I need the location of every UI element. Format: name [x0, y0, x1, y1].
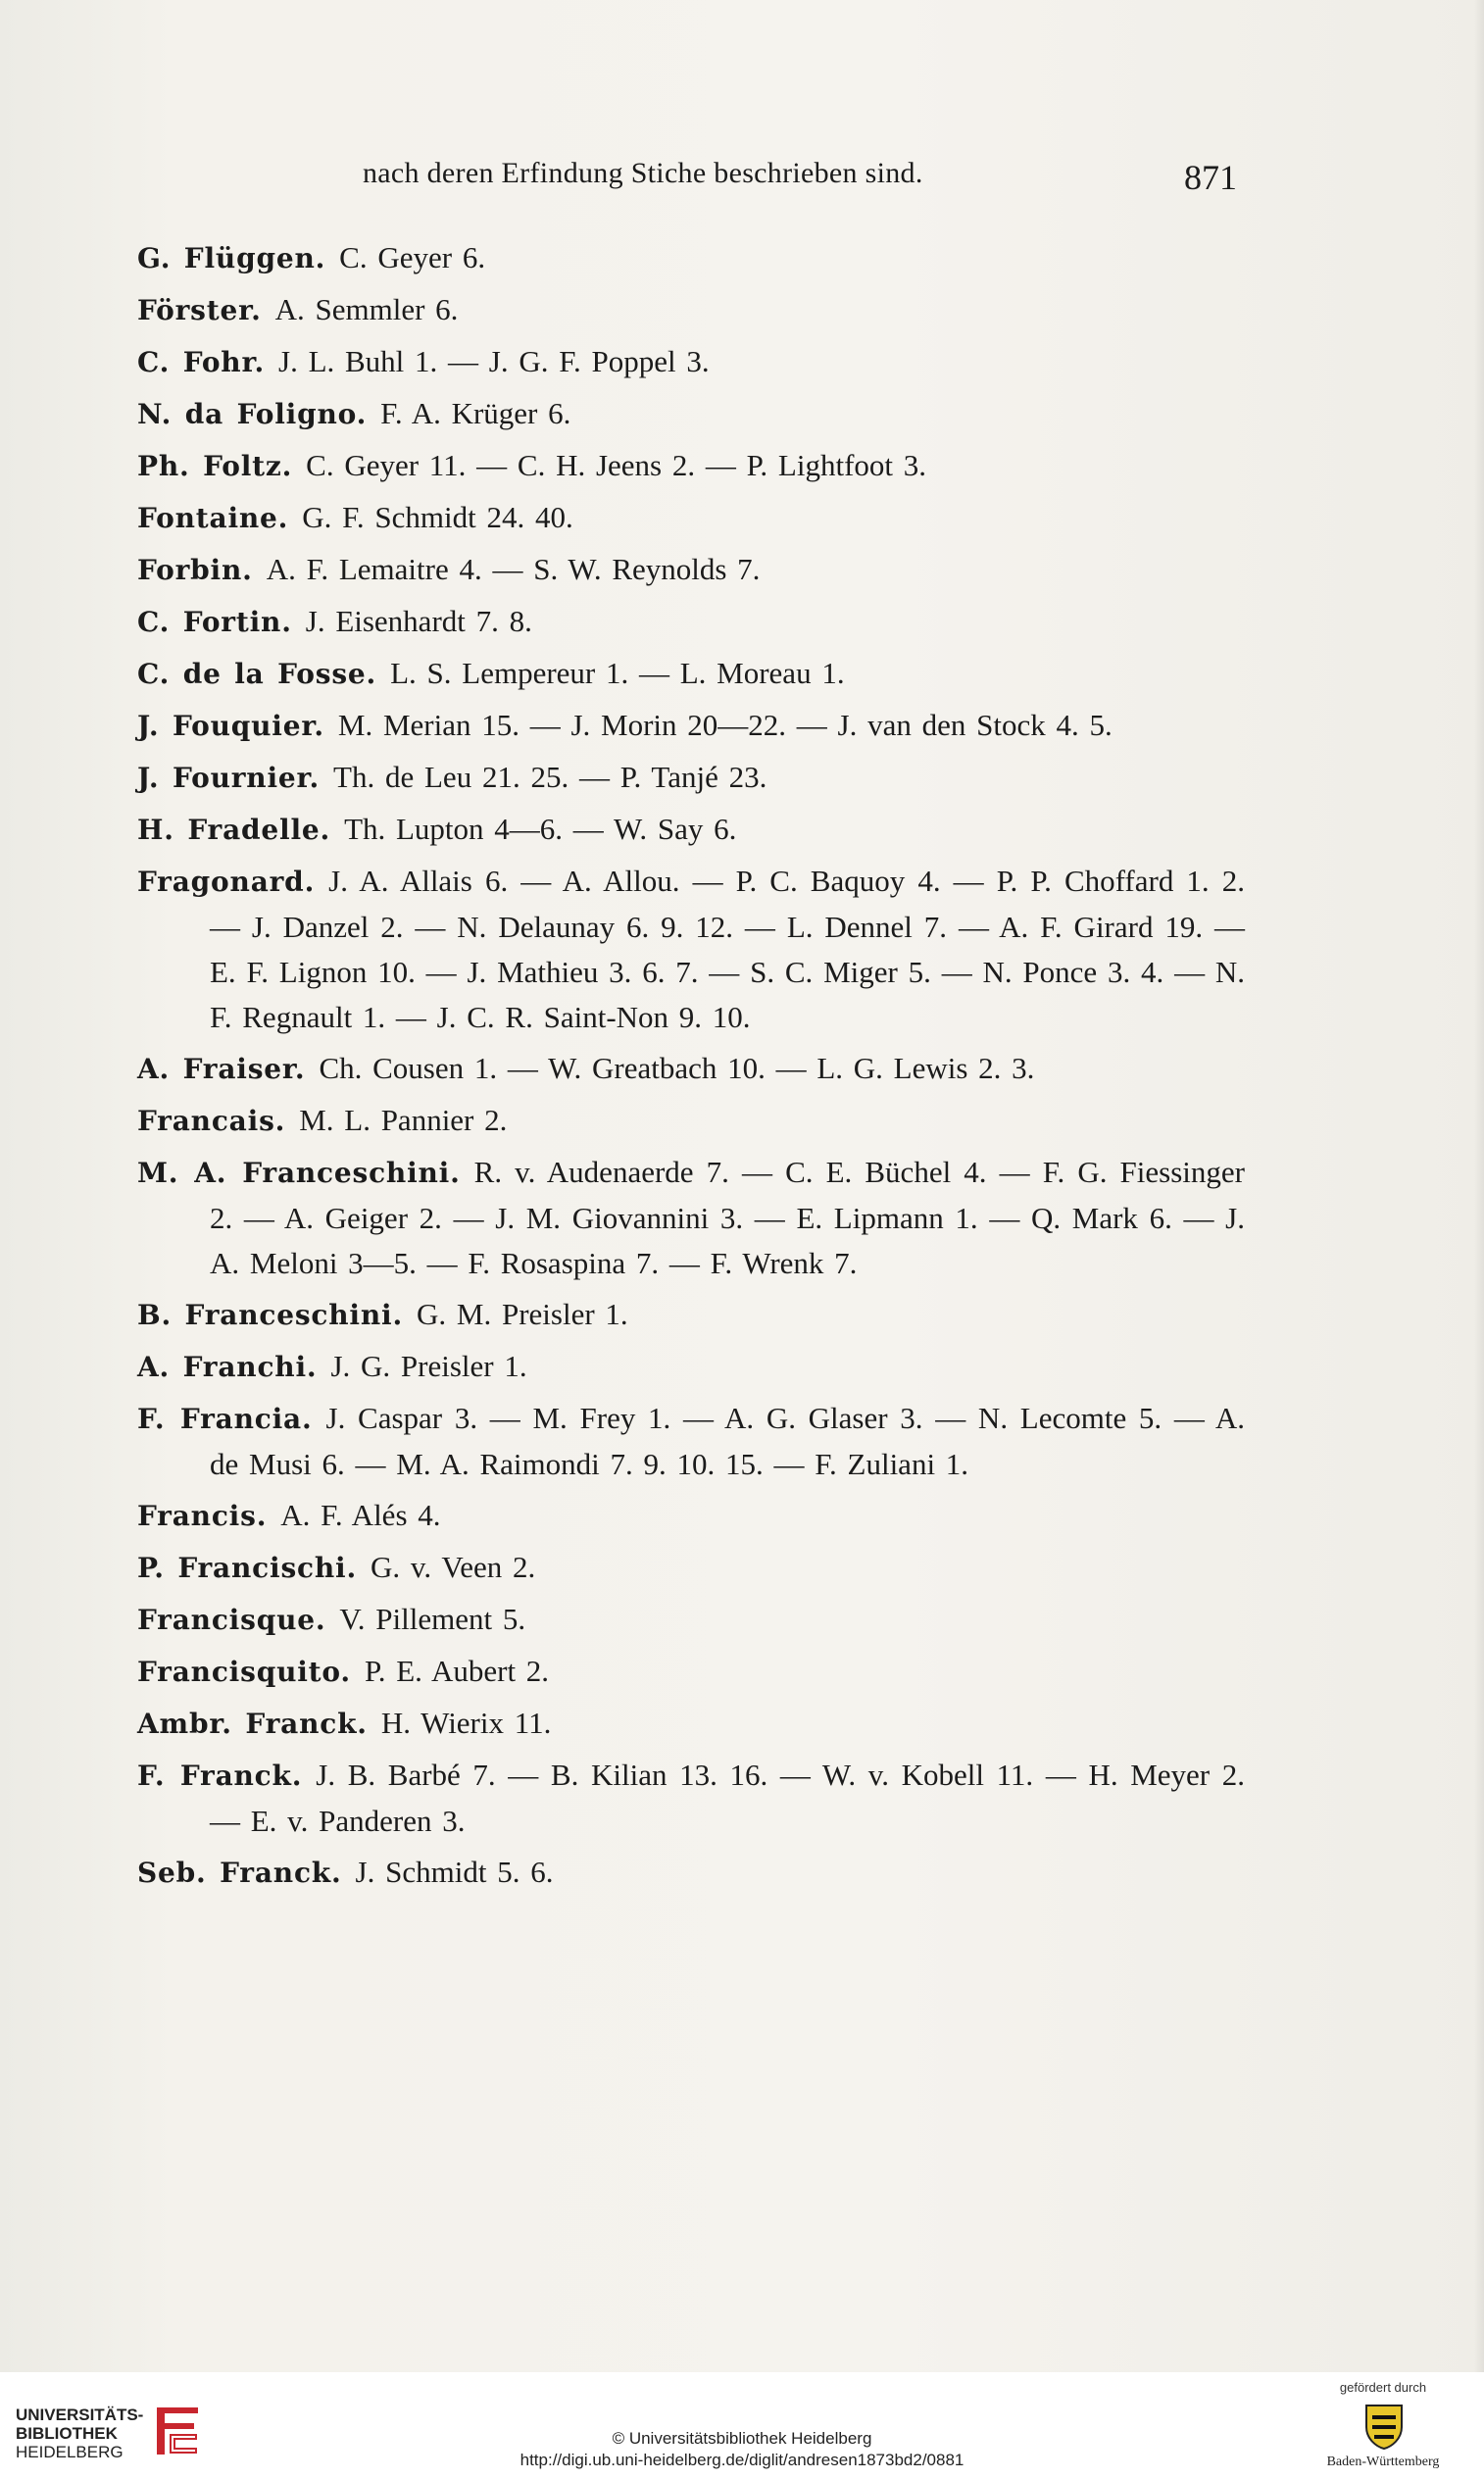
engraver-references: P. E. Aubert 2.	[364, 1654, 550, 1688]
index-entry	[137, 1753, 1245, 1844]
index-entry	[137, 1545, 1245, 1591]
engraver-references: A. F. Lemaitre 4. — S. W. Reynolds 7.	[266, 552, 761, 586]
index-entry	[137, 1493, 1245, 1539]
artist-name: J. Fournier.	[137, 762, 321, 794]
artist-name: Francisque.	[137, 1604, 326, 1636]
engraver-references: J. Eisenhardt 7. 8.	[305, 604, 532, 638]
library-name-line3: HEIDELBERG	[16, 2443, 124, 2461]
engraver-references: G. v. Veen 2.	[371, 1550, 536, 1584]
artist-name: H. Fradelle.	[137, 814, 331, 846]
engraver-references: C. Geyer 6.	[339, 240, 486, 274]
page-edge-shadow	[1474, 0, 1484, 2372]
index-entry	[137, 755, 1245, 801]
artist-name: G. Flüggen.	[137, 242, 326, 274]
artist-name: Francais.	[137, 1105, 286, 1137]
artist-name: M. A. Franceschini.	[137, 1157, 461, 1189]
engraver-references: J. B. Barbé 7. — B. Kilian 13. 16. — W. v. Kobell 11. — H. Meyer 2. — E. v. Panderen 3.	[210, 1758, 1245, 1838]
index-entry	[137, 859, 1245, 1040]
library-name-line2: BIBLIOTHEK	[16, 2424, 118, 2443]
page-number: 871	[1184, 158, 1237, 197]
engraver-references: J. L. Buhl 1. — J. G. F. Poppel 3.	[278, 344, 710, 378]
engraver-references: A. F. Alés 4.	[280, 1498, 441, 1532]
engraver-references: Ch. Cousen 1. — W. Greatbach 10. — L. G. Lewis 2. 3.	[319, 1051, 1035, 1085]
index-entry	[137, 1344, 1245, 1390]
artist-name: Seb. Franck.	[137, 1857, 342, 1889]
artist-name: Fragonard.	[137, 866, 316, 898]
engraver-references: Th. Lupton 4—6. — W. Say 6.	[344, 812, 737, 846]
engraver-references: J. Schmidt 5. 6.	[355, 1855, 554, 1889]
index-entry	[137, 1597, 1245, 1643]
artist-name: Francis.	[137, 1500, 268, 1532]
artist-name: J. Fouquier.	[137, 710, 324, 742]
copyright-notice: © Universitätsbibliothek Heidelberg	[612, 2429, 872, 2448]
engraver-references: F. A. Krüger 6.	[380, 396, 571, 430]
engraver-references: A. Semmler 6.	[274, 292, 459, 326]
index-entry	[137, 495, 1245, 541]
index-entry	[137, 547, 1245, 593]
engraver-references: C. Geyer 11. — C. H. Jeens 2. — P. Lightfoot 3.	[306, 448, 927, 482]
index-entry	[137, 599, 1245, 645]
artist-name: A. Fraiser.	[137, 1053, 306, 1085]
artist-name: A. Franchi.	[137, 1351, 318, 1383]
index-entry	[137, 391, 1245, 437]
library-name-line1: UNIVERSITÄTS-	[16, 2406, 144, 2424]
engraver-references: Th. de Leu 21. 25. — P. Tanjé 23.	[333, 760, 767, 794]
index-entry	[137, 1292, 1245, 1338]
index-entry	[137, 703, 1245, 749]
artist-name: C. Fohr.	[137, 346, 265, 378]
index-entry	[137, 339, 1245, 385]
index-entry	[137, 1150, 1245, 1286]
artist-name: B. Franceschini.	[137, 1299, 404, 1331]
index-entry	[137, 1046, 1245, 1092]
engraver-references: V. Pillement 5.	[339, 1602, 526, 1636]
index-entry	[137, 651, 1245, 697]
index-entry	[137, 235, 1245, 281]
artist-name: F. Francia.	[137, 1403, 313, 1435]
artist-name: C. de la Fosse.	[137, 658, 377, 690]
engraver-references: L. S. Lempereur 1. — L. Moreau 1.	[390, 656, 845, 690]
funded-by-label: gefördert durch	[1339, 2380, 1427, 2395]
artist-name: P. Francischi.	[137, 1552, 357, 1584]
index-entry	[137, 1098, 1245, 1144]
artist-name: Francisquito.	[137, 1656, 351, 1688]
index-entry	[137, 1396, 1245, 1487]
engraver-references: J. Caspar 3. — M. Frey 1. — A. G. Glaser 3. — N. Lecomte 5. — A. de Musi 6. — M. A. Raimondi 7. 9. 10. 15. — F. Zuliani 1.	[210, 1401, 1245, 1481]
engraver-references: G. M. Preisler 1.	[417, 1297, 628, 1331]
index-entry	[137, 1649, 1245, 1695]
engraver-references: J. G. Preisler 1.	[330, 1349, 527, 1383]
footer	[0, 2372, 1484, 2480]
engraver-references: R. v. Audenaerde 7. — C. E. Büchel 4. — F. G. Fiessinger 2. — A. Geiger 2. — J. M. Giovannini 3. — E. Lipmann 1. — Q. Mark 6. — J. A. Meloni 3—5. — F. Rosaspina 7. — F. Wrenk 7.	[210, 1155, 1245, 1280]
index-entry	[137, 807, 1245, 853]
index-entries	[137, 235, 1245, 1902]
index-entry	[137, 1850, 1245, 1896]
artist-name: F. Franck.	[137, 1760, 303, 1792]
index-entry	[137, 287, 1245, 333]
artist-name: C. Fortin.	[137, 606, 292, 638]
permalink-url[interactable]: http://digi.ub.uni-heidelberg.de/diglit/andresen1873bd2/0881	[519, 2451, 965, 2469]
engraver-references: G. F. Schmidt 24. 40.	[302, 500, 573, 534]
running-title: nach deren Erfindung Stiche beschrieben sind.	[363, 157, 923, 189]
artist-name: N. da Foligno.	[137, 398, 368, 430]
artist-name: Fontaine.	[137, 502, 289, 534]
baden-wuerttemberg-coat-of-arms-icon[interactable]	[1362, 2402, 1406, 2455]
artist-name: Forbin.	[137, 554, 253, 586]
index-entry	[137, 443, 1245, 489]
artist-name: Ph. Foltz.	[137, 450, 293, 482]
engraver-references: M. L. Pannier 2.	[299, 1103, 508, 1137]
engraver-references: J. A. Allais 6. — A. Allou. — P. C. Baquoy 4. — P. P. Choffard 1. 2. — J. Danzel 2. — N. Delaunay 6. 9. 12. — L. Dennel 7. — A. F. Girard 19. — E. F. Lignon 10. — J. Mathieu 3. 6. 7. — S. C. Miger 5. — N. Ponce 3. 4. — N. F. Regnault 1. — J. C. R. Saint-Non 9. 10.	[210, 864, 1245, 1034]
funder-name: Baden-Württemberg	[1326, 2455, 1440, 2469]
engraver-references: H. Wierix 11.	[380, 1706, 552, 1740]
artist-name: Ambr. Franck.	[137, 1708, 368, 1740]
artist-name: Förster.	[137, 294, 262, 326]
index-entry	[137, 1701, 1245, 1747]
engraver-references: M. Merian 15. — J. Morin 20—22. — J. van den Stock 4. 5.	[337, 708, 1113, 742]
